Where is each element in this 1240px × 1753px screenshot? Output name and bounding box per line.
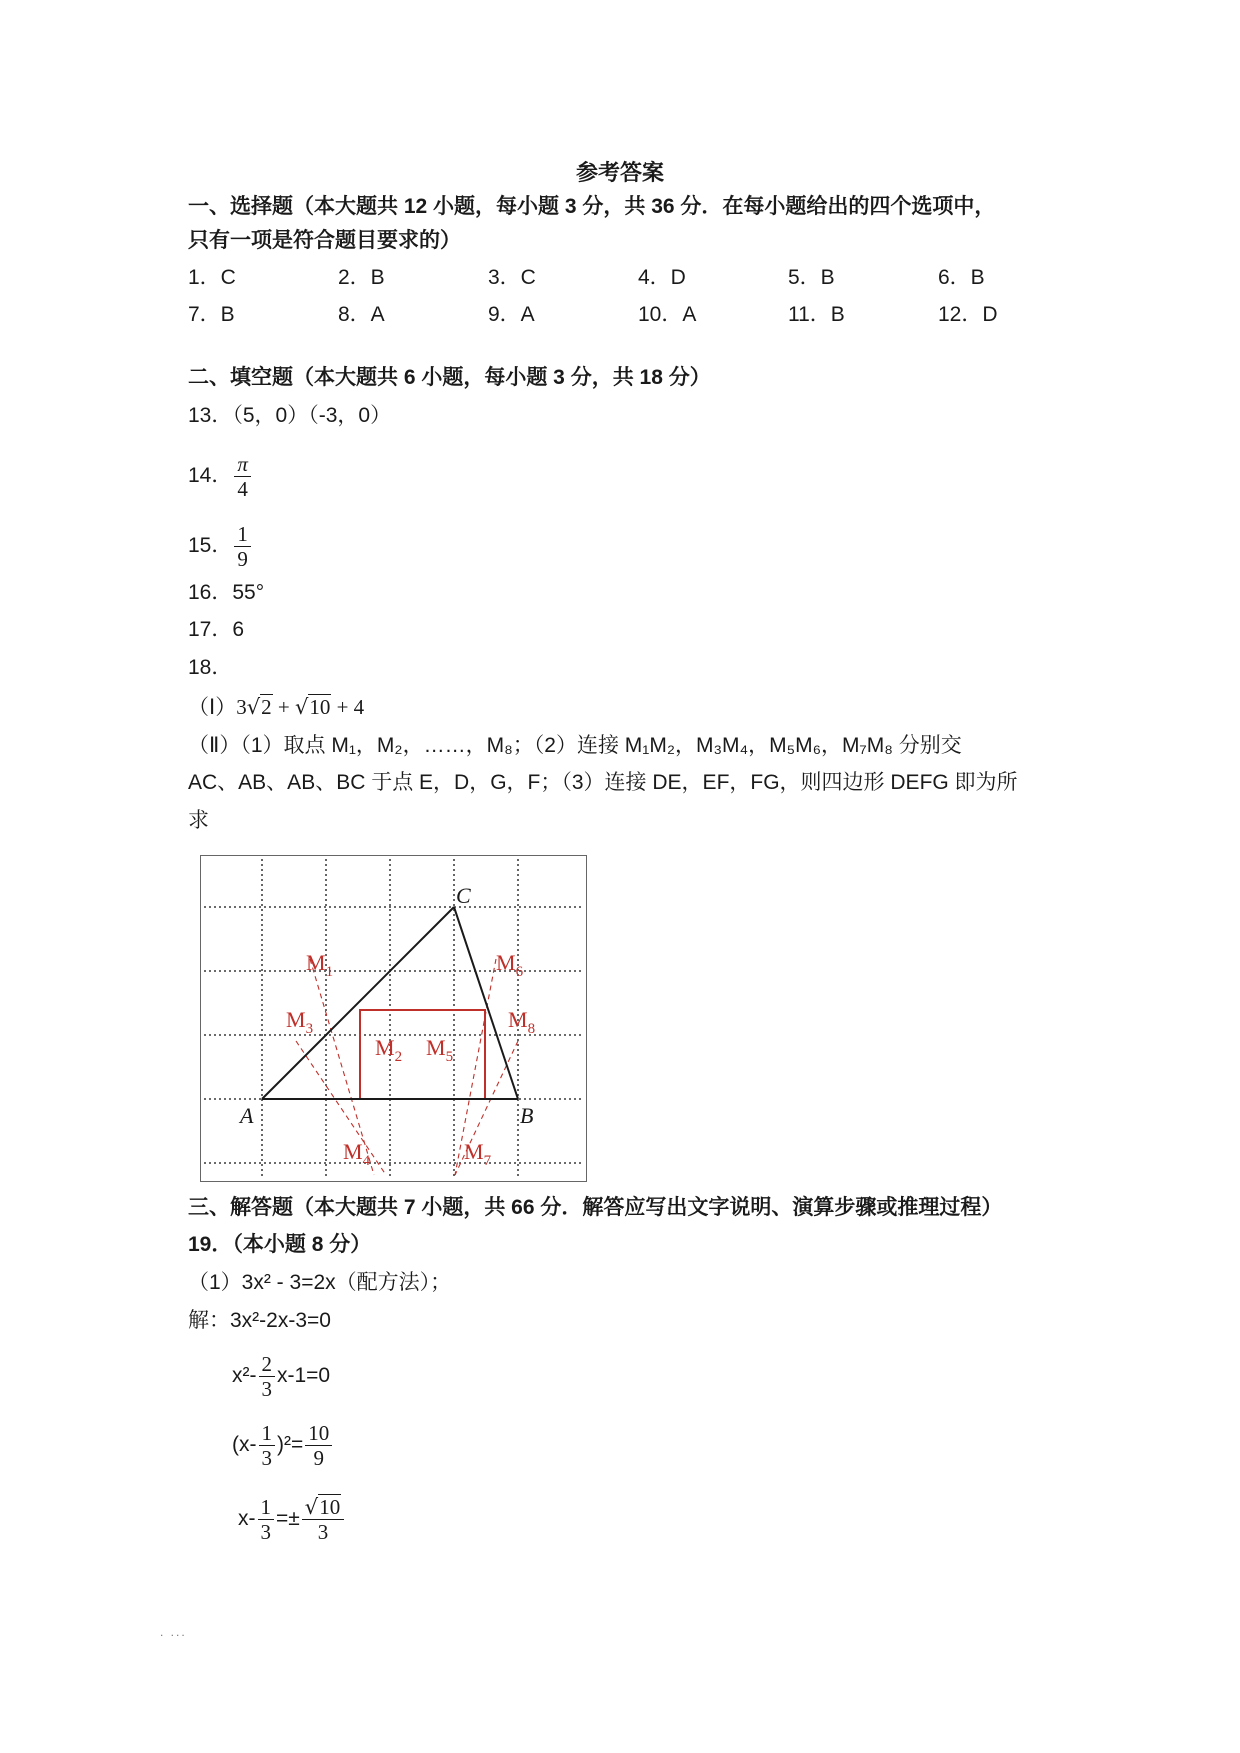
answer-2: 2．B <box>338 266 385 289</box>
m1-label: $M_1$ <box>306 950 334 980</box>
coefficient: 3 <box>236 695 247 719</box>
step3-middle: =± <box>276 1507 300 1530</box>
m7-label: $M_7$ <box>464 1139 492 1169</box>
answer-18-part2-line3: 求 <box>188 809 209 832</box>
answer-9: 9．A <box>488 303 535 326</box>
solution-step1 <box>232 1346 330 1406</box>
radicand: 2 <box>261 695 272 719</box>
page-title: 参考答案 <box>575 160 664 185</box>
fraction-numerator: 1 <box>258 1495 275 1520</box>
section3-heading: 三、解答题（本大题共 7 小题，共 66 分．解答应写出文字说明、演算步骤或推理过程） <box>188 1196 1003 1219</box>
figure-border <box>201 856 587 1182</box>
m6-label: $M_6$ <box>496 950 524 980</box>
m8-label: $M_8$ <box>508 1007 536 1037</box>
fraction-denominator: 3 <box>261 1376 272 1401</box>
fraction-denominator: 9 <box>237 546 248 571</box>
answer-7: 7．B <box>188 303 235 326</box>
answer-8: 8．A <box>338 303 385 326</box>
grid-diagram <box>200 855 587 1182</box>
answer-6: 6．B <box>938 266 985 289</box>
m4-label: $M_4$ <box>343 1139 371 1169</box>
fraction-one-third <box>259 1421 276 1470</box>
fraction-numerator: 2 <box>259 1352 276 1377</box>
fraction-denominator: 3 <box>261 1445 272 1470</box>
answer-18-part2-line2: AC、AB、AB、BC 于点 E，D，G，F；（3）连接 DE，EF，FG，则四边形 DEFG 即为所 <box>188 771 1018 794</box>
answer-17: 17．6 <box>188 618 245 641</box>
fraction-ten-ninths <box>305 1421 332 1470</box>
section1-heading-line1: 一、选择题（本大题共 12 小题，每小题 3 分，共 36 分．在每小题给出的四个选项中， <box>188 195 996 218</box>
fraction-denominator: 3 <box>260 1519 271 1544</box>
fraction-denominator: 4 <box>237 476 248 501</box>
fraction-denominator: 9 <box>313 1445 324 1470</box>
step2-prefix: (x- <box>232 1433 257 1456</box>
answer-14-label: 14． <box>188 464 233 487</box>
radicand: 10 <box>319 1494 341 1519</box>
answer-18: 18． <box>188 656 233 679</box>
vertex-a-label: A <box>240 1103 254 1128</box>
fraction-one-ninth <box>234 522 251 571</box>
answer-15 <box>188 518 253 574</box>
fraction-denominator: 3 <box>317 1519 329 1544</box>
fraction-numerator: π <box>234 452 251 477</box>
m2-label: $M_2$ <box>375 1035 403 1065</box>
section1-heading-line2: 只有一项是符合题目要求的） <box>188 229 461 252</box>
answer-3: 3．C <box>488 266 536 289</box>
footer-marks: . ... <box>160 1625 187 1639</box>
fraction-pi-over-4 <box>234 452 251 501</box>
answer-1: 1．C <box>188 266 236 289</box>
m3-label: $M_3$ <box>286 1007 314 1037</box>
fraction-numerator: √10 <box>302 1495 344 1520</box>
fraction-numerator: 1 <box>234 522 251 547</box>
answer-14 <box>188 448 253 504</box>
answer-5: 5．B <box>788 266 835 289</box>
fraction-two-thirds <box>259 1352 276 1401</box>
vertex-c-label: C <box>456 883 471 908</box>
step2-middle: )²= <box>277 1433 304 1456</box>
step3-prefix: x- <box>238 1507 256 1530</box>
fraction-numerator: 10 <box>305 1421 332 1446</box>
answer-16: 16．55° <box>188 581 265 604</box>
vertex-b-label: B <box>520 1103 534 1128</box>
question-19-heading: 19．（本小题 8 分） <box>188 1233 372 1256</box>
part1-label: （Ⅰ） <box>188 696 237 719</box>
sqrt-10: √10 <box>294 695 331 719</box>
radicand: 10 <box>309 695 331 719</box>
fraction-sqrt10-over-3 <box>302 1495 344 1544</box>
question-19-part1: （1）3x² - 3=2x（配方法）； <box>188 1271 452 1294</box>
answer-15-label: 15． <box>188 534 233 557</box>
step1-prefix: x²- <box>232 1364 257 1387</box>
sqrt-2: √2 <box>246 695 272 719</box>
construction-figure <box>200 855 587 1182</box>
answer-11: 11．B <box>788 303 845 326</box>
answer-18-part2-line1: （Ⅱ）（1）取点 M₁，M₂，……，M₈；（2）连接 M₁M₂，M₃M₄，M₅M₆，M₇M₈ 分别交 <box>188 734 962 757</box>
plus-sign: + <box>272 695 295 719</box>
fraction-numerator: 1 <box>259 1421 276 1446</box>
fraction-one-third <box>258 1495 275 1544</box>
plus-4: + 4 <box>331 695 365 719</box>
answer-4: 4．D <box>638 266 686 289</box>
solution-step3 <box>238 1486 346 1552</box>
solution-line1: 解：3x²-2x-3=0 <box>188 1309 331 1332</box>
solution-step2 <box>232 1415 334 1475</box>
answer-13: 13．（5，0）（-3，0） <box>188 404 392 427</box>
answer-12: 12．D <box>938 303 998 326</box>
section2-heading: 二、填空题（本大题共 6 小题，每小题 3 分，共 18 分） <box>188 366 711 389</box>
step1-suffix: x-1=0 <box>277 1364 331 1387</box>
m5-label: $M_5$ <box>426 1035 454 1065</box>
answer-18-part1 <box>188 692 364 723</box>
answer-10: 10．A <box>638 303 697 326</box>
